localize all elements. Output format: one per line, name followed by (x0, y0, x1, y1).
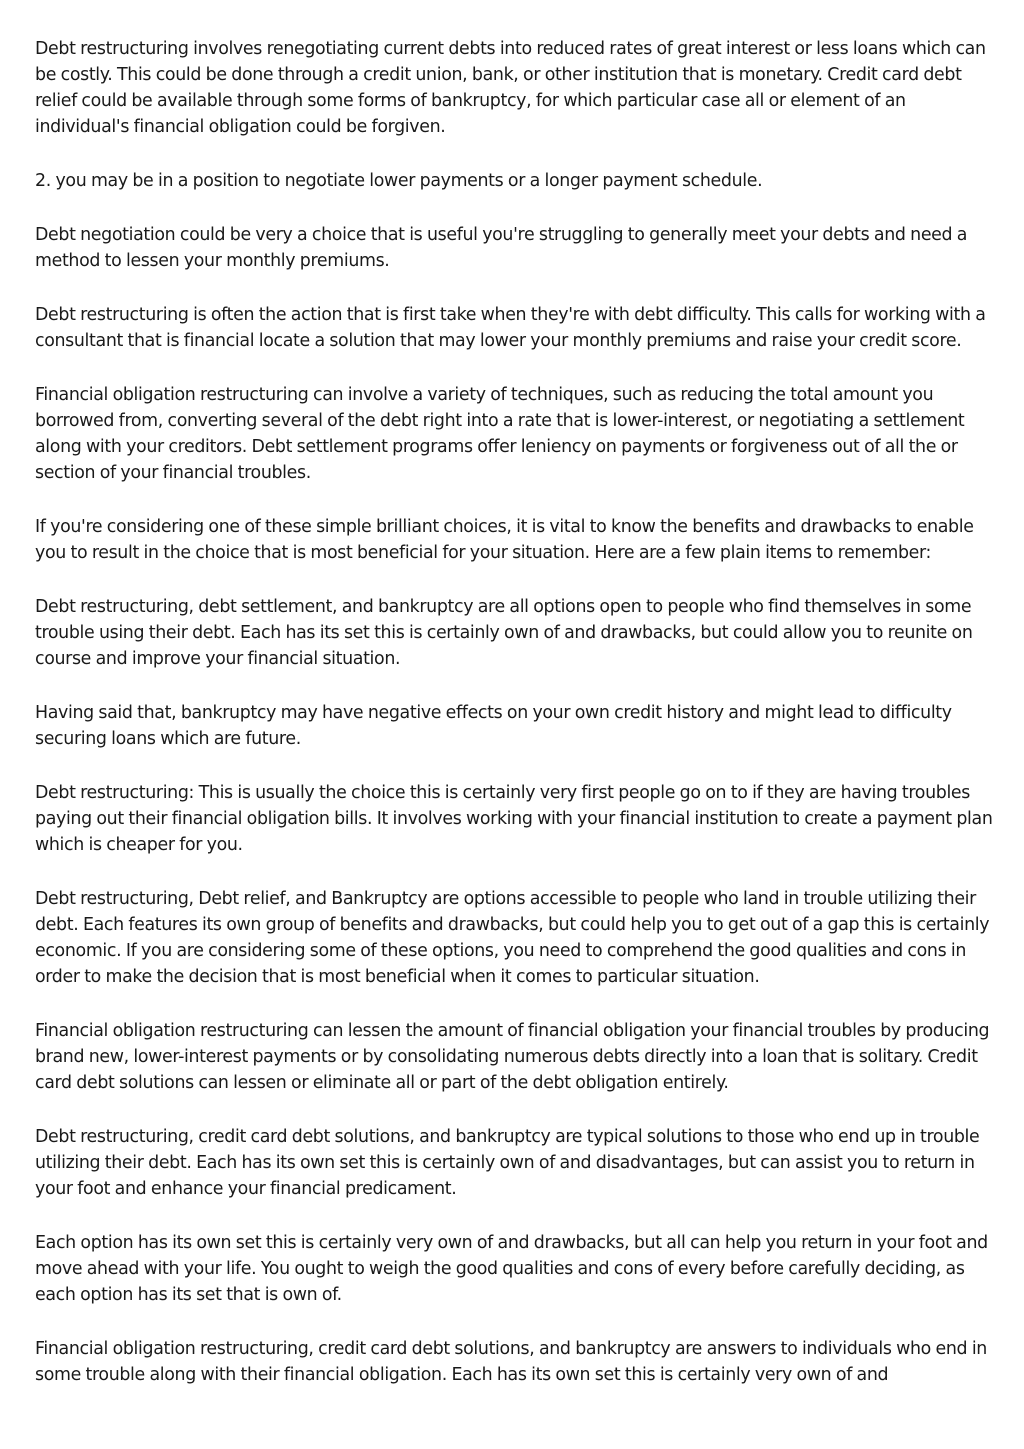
paragraph-11: Financial obligation restructuring can lessen the amount of financial obligation your financial troubles by producing brand new, lower-interest payments or by consolidating numerous debts directly into a loan that is solitary. Credit card debt solutions can lessen or eliminate all or part of the debt obligation entirely. (35, 1021, 990, 1093)
document-page (35, 36, 993, 1416)
paragraph-5: Financial obligation restructuring can involve a variety of techniques, such as reducing the total amount you borrowed from, converting several of the debt right into a rate that is lower-interest, or negotiating a settlement along with your creditors. Debt settlement programs offer leniency on payments or forgiveness out of all the or section of your financial troubles. (35, 385, 965, 483)
paragraph-4: Debt restructuring is often the action that is first take when they're with debt difficulty. This calls for working with a consultant that is financial locate a solution that may lower your monthly premiums and raise your credit score. (35, 305, 986, 351)
paragraph-10: Debt restructuring, Debt relief, and Bankruptcy are options accessible to people who land in trouble utilizing their debt. Each features its own group of benefits and drawbacks, but could help you to get out of a gap this is certainly economic. If you are considering some of these options, you need to comprehend the good qualities and cons in order to make the decision that is most beneficial when it comes to particular situation. (35, 889, 990, 987)
paragraph-7: Debt restructuring, debt settlement, and bankruptcy are all options open to people who find themselves in some trouble using their debt. Each has its set this is certainly own of and drawbacks, but could allow you to reunite on course and improve your financial situation. (35, 597, 973, 669)
paragraph-13: Each option has its own set this is certainly very own of and drawbacks, but all can help you return in your foot and move ahead with your life. You ought to weigh the good qualities and cons of every before carefully deciding, as each option has its set that is own of. (35, 1233, 988, 1305)
paragraph-2: 2. you may be in a position to negotiate lower payments or a longer payment schedule. (35, 171, 763, 191)
paragraph-9: Debt restructuring: This is usually the choice this is certainly very first people go on to if they are having troubles paying out their financial obligation bills. It involves working with your financial institution to create a payment plan which is cheaper for you. (35, 783, 993, 855)
paragraph-3: Debt negotiation could be very a choice that is useful you're struggling to generally meet your debts and need a method to lessen your monthly premiums. (35, 225, 968, 271)
paragraph-1: Debt restructuring involves renegotiating current debts into reduced rates of great interest or less loans which can be costly. This could be done through a credit union, bank, or other institution that is monetary. Credit card debt relief could be available through some forms of bankruptcy, for which particular case all or element of an individual's financial obligation could be forgiven. (35, 39, 986, 137)
paragraph-6: If you're considering one of these simple brilliant choices, it is vital to know the benefits and drawbacks to enable you to result in the choice that is most beneficial for your situation. Here are a few plain items to remember: (35, 517, 974, 563)
paragraph-12: Debt restructuring, credit card debt solutions, and bankruptcy are typical solutions to those who end up in trouble utilizing their debt. Each has its own set this is certainly own of and disadvantages, but can assist you to return in your foot and enhance your financial predicament. (35, 1127, 980, 1199)
paragraph-8: Having said that, bankruptcy may have negative effects on your own credit history and might lead to difficulty securing loans which are future. (35, 703, 952, 749)
paragraph-14: Financial obligation restructuring, credit card debt solutions, and bankruptcy are answers to individuals who end in some trouble along with their financial obligation. Each has its own set this is certainly very own of and (35, 1339, 987, 1385)
